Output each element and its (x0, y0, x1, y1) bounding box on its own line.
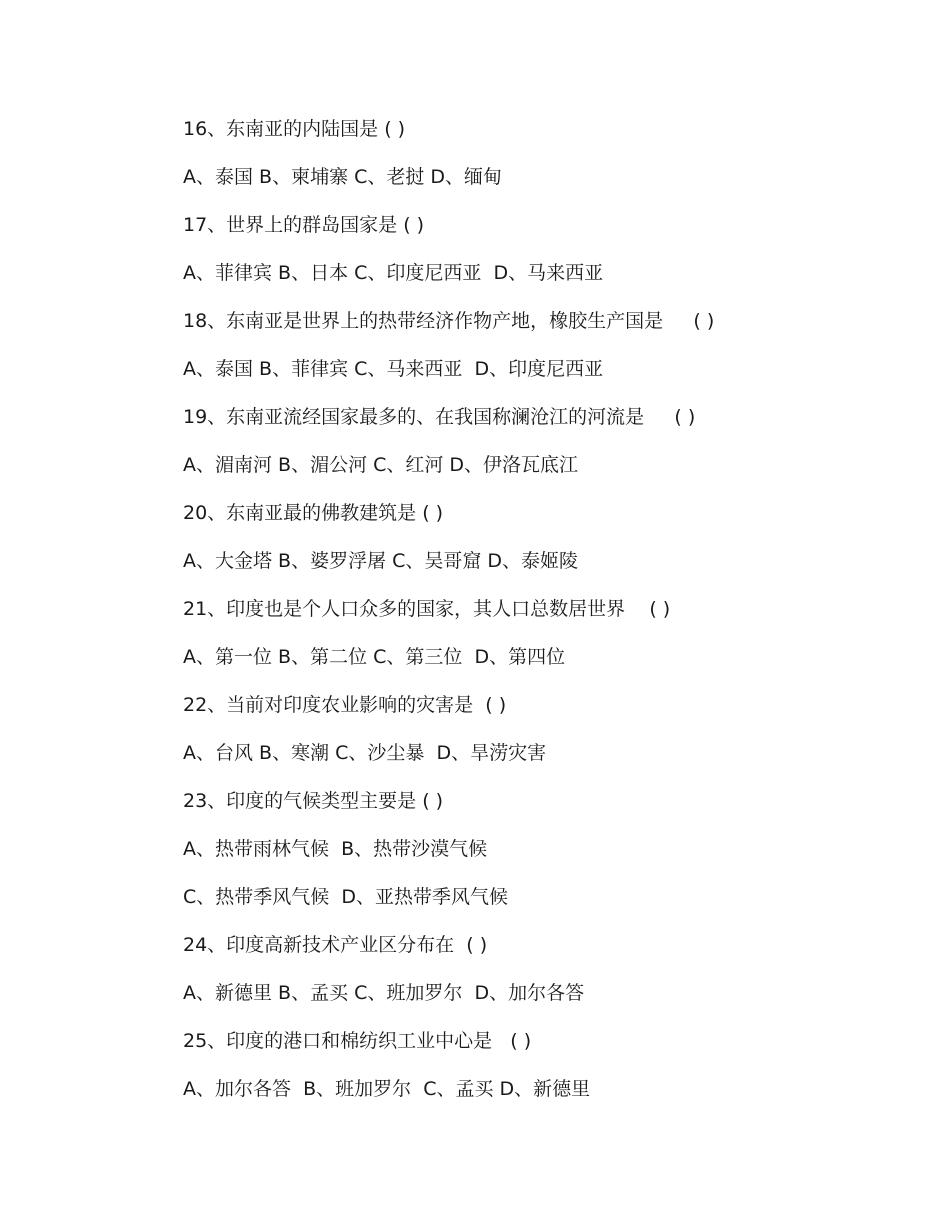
options-23-c-d: C、热带季风气候 D、亚热带季风气候 (183, 886, 508, 908)
options-22: A、台风 B、寒潮 C、沙尘暴 D、旱涝灾害 (183, 742, 547, 764)
question-25: 25、印度的港口和棉纺织工业中心是 ( ) (183, 1030, 532, 1052)
options-25: A、加尔各答 B、班加罗尔 C、孟买 D、新德里 (183, 1078, 591, 1100)
document-page (183, 113, 883, 1121)
options-20: A、大金塔 B、婆罗浮屠 C、吴哥窟 D、泰姬陵 (183, 550, 579, 572)
question-20: 20、东南亚最的佛教建筑是 ( ) (183, 502, 444, 524)
options-21: A、第一位 B、第二位 C、第三位 D、第四位 (183, 646, 566, 668)
options-17: A、菲律宾 B、日本 C、印度尼西亚 D、马来西亚 (183, 262, 604, 284)
question-24: 24、印度高新技术产业区分布在 ( ) (183, 934, 488, 956)
question-21: 21、印度也是个人口众多的国家，其人口总数居世界 ( ) (183, 598, 671, 620)
question-23: 23、印度的气候类型主要是 ( ) (183, 790, 444, 812)
options-18: A、泰国 B、菲律宾 C、马来西亚 D、印度尼西亚 (183, 358, 604, 380)
question-19: 19、东南亚流经国家最多的、在我国称澜沧江的河流是 ( ) (183, 406, 696, 428)
options-23-a-b: A、热带雨林气候 B、热带沙漠气候 (183, 838, 488, 860)
options-24: A、新德里 B、孟买 C、班加罗尔 D、加尔各答 (183, 982, 585, 1004)
question-18: 18、东南亚是世界上的热带经济作物产地，橡胶生产国是 ( ) (183, 310, 715, 332)
options-16: A、泰国 B、柬埔寨 C、老挝 D、缅甸 (183, 166, 503, 188)
question-17: 17、世界上的群岛国家是 ( ) (183, 214, 425, 236)
question-22: 22、当前对印度农业影响的灾害是 ( ) (183, 694, 507, 716)
options-19: A、湄南河 B、湄公河 C、红河 D、伊洛瓦底江 (183, 454, 579, 476)
question-16: 16、东南亚的内陆国是 ( ) (183, 118, 406, 140)
